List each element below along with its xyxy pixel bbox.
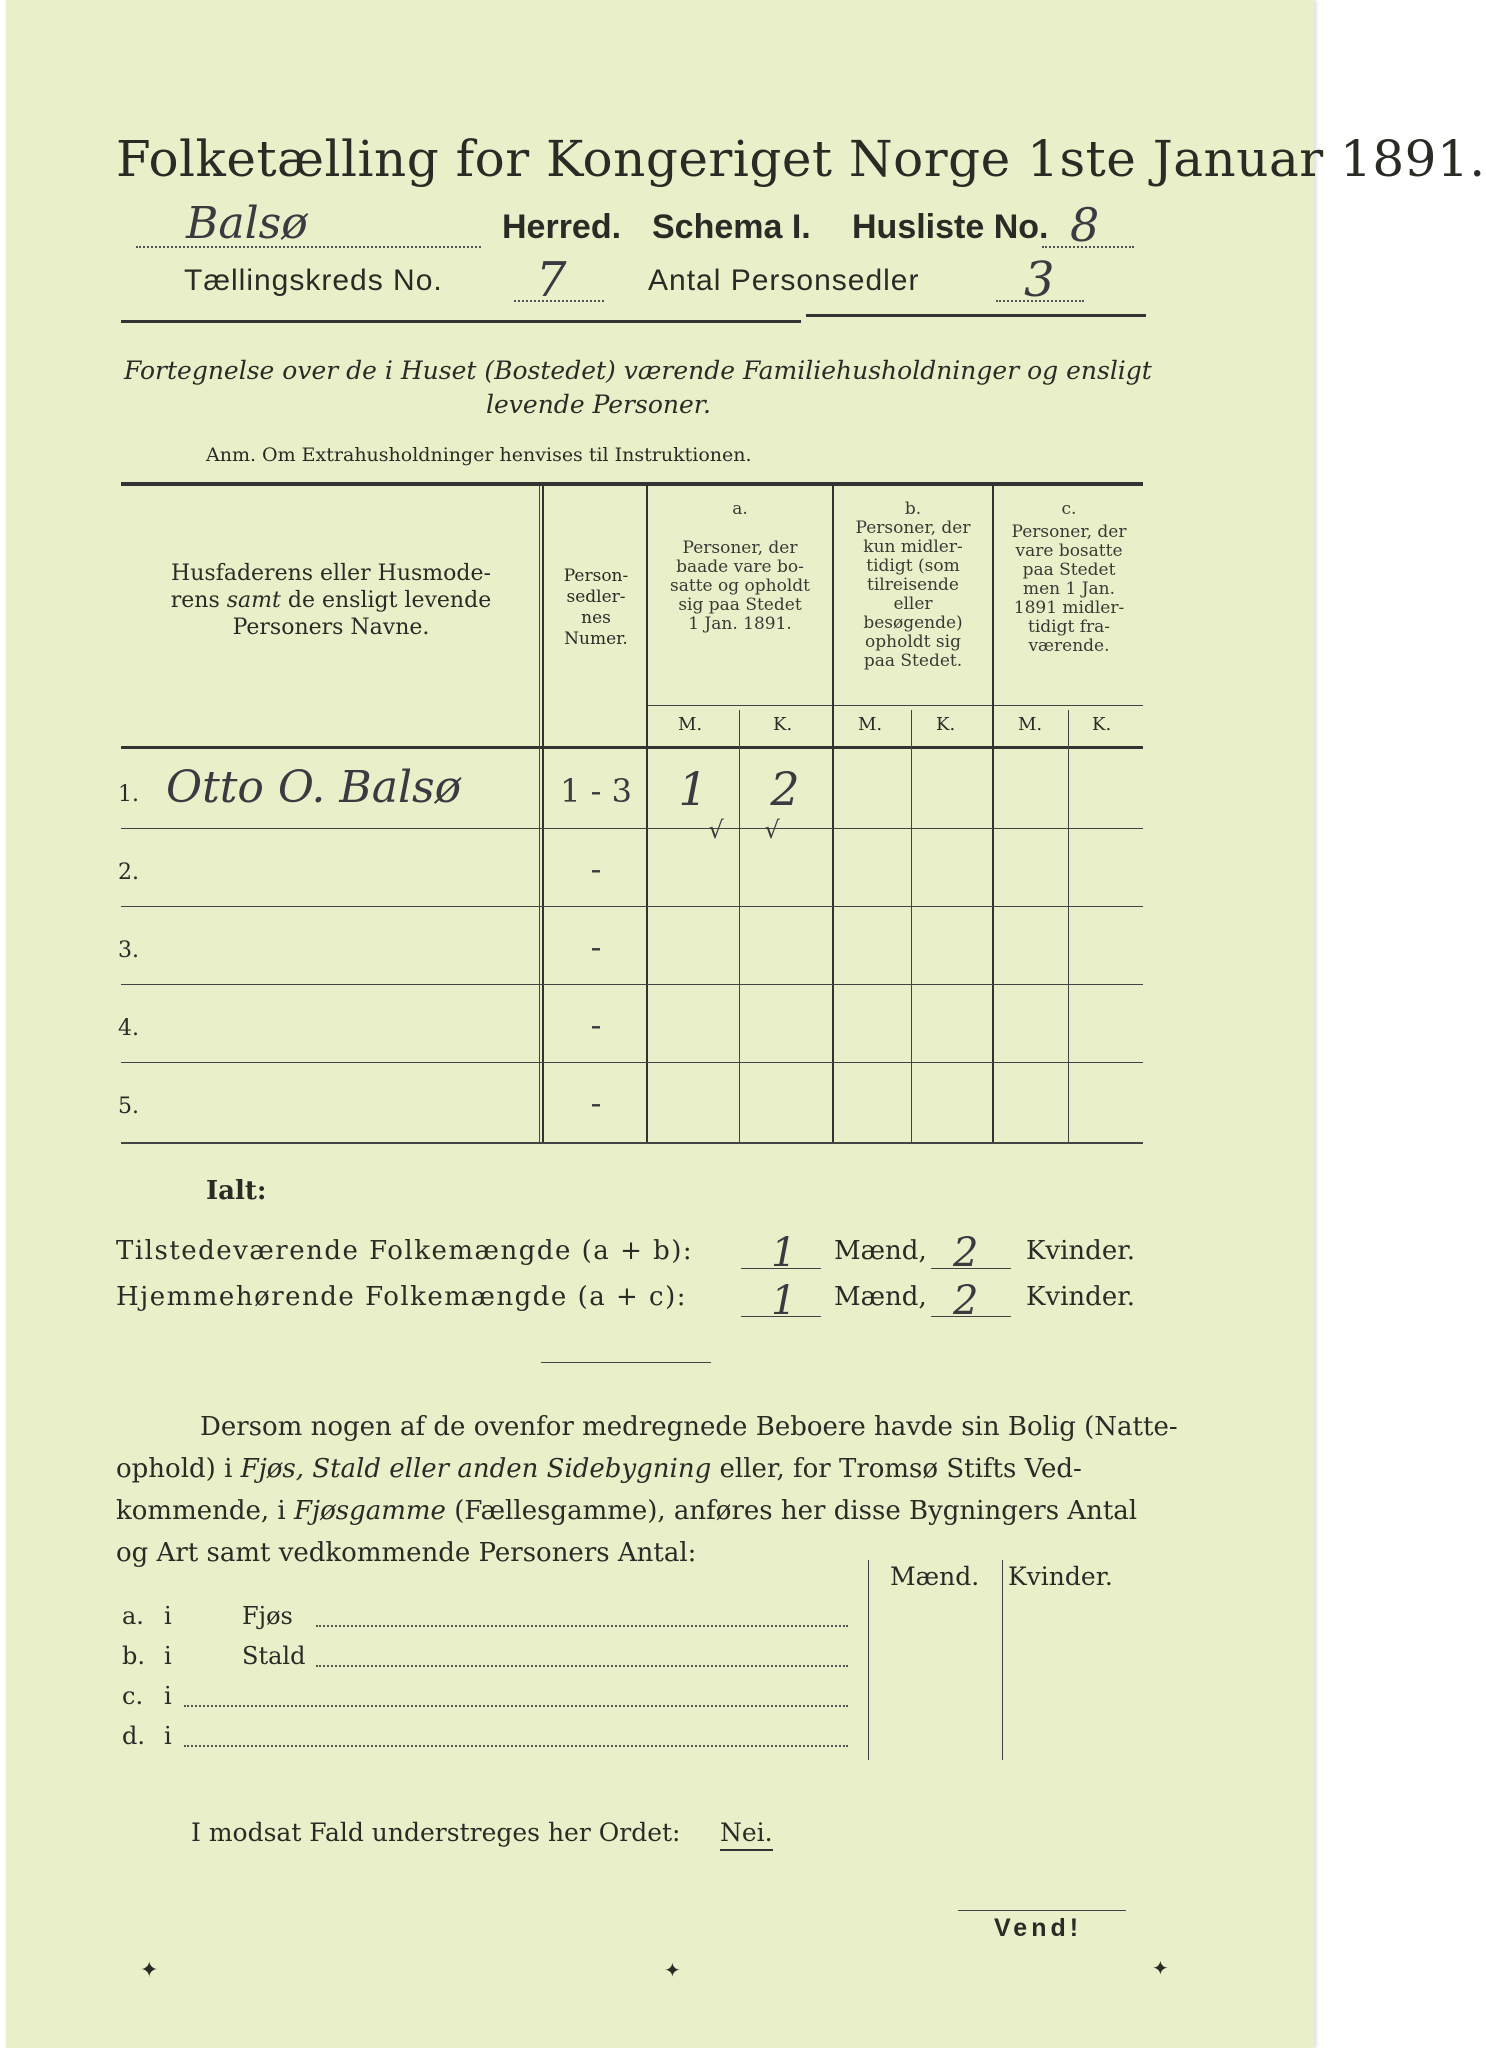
herred-field — [136, 198, 481, 249]
col-b-letter: b. — [904, 499, 922, 519]
col-header-names-line3: Personers Navne. — [232, 615, 430, 640]
divider-b-mk — [911, 710, 912, 1142]
kreds-label: Tællingskreds No. — [184, 264, 443, 297]
tilstede-m-field — [741, 1230, 821, 1276]
building-prep: i — [164, 1642, 172, 1670]
a-k-label: K. — [773, 714, 793, 735]
row-sedler: - — [590, 1084, 602, 1122]
building-divider-2 — [1002, 1560, 1003, 1760]
footer-line-2c: eller, for Tromsø Stifts Ved- — [711, 1454, 1082, 1484]
modsat-text: I modsat Fald understreges her Ordet: — [191, 1818, 681, 1847]
mk-rule — [646, 705, 1143, 706]
footer-line-4: og Art samt vedkommende Personers Antal: — [116, 1538, 697, 1568]
building-dotted-line — [184, 1704, 848, 1707]
kreds-field — [514, 252, 604, 308]
ialt-label: Ialt: — [206, 1176, 267, 1206]
row-number: 2. — [118, 860, 139, 885]
building-prep: i — [164, 1602, 172, 1630]
hjemme-k-field — [931, 1278, 1011, 1324]
personsedler-field — [996, 252, 1084, 308]
personsedler-value: 3 — [1024, 252, 1055, 308]
col-c-text-line: vare bosatte — [1015, 541, 1123, 561]
building-col-kvinder: Kvinder. — [1008, 1562, 1113, 1591]
col-header-number-line4: Numer. — [564, 629, 628, 649]
col-header-number-line3: nes — [581, 608, 611, 628]
divider-c-mk — [1068, 710, 1069, 1142]
row-sedler: - — [590, 928, 602, 966]
footer-line-3 — [116, 1490, 1138, 1532]
col-header-a — [648, 500, 832, 634]
table-bottom-rule — [121, 1142, 1143, 1144]
header-rule-right — [806, 314, 1146, 317]
schema-label: Schema I. — [652, 208, 811, 246]
anm-note: Anm. Om Extrahusholdninger henvises til Instruktionen. — [206, 444, 752, 466]
col-c-text-line: paa Stedet — [1022, 560, 1116, 580]
a-m-label: M. — [678, 714, 703, 735]
footer-paragraph — [116, 1406, 1178, 1574]
col-c-text-line: men 1 Jan. — [1022, 579, 1116, 599]
divider-names — [542, 486, 544, 1142]
building-col-maend: Mænd. — [890, 1562, 980, 1591]
col-header-names-line2a: rens — [170, 588, 227, 613]
totals-line-2 — [116, 1282, 687, 1312]
tilstede-maend: Mænd, — [834, 1236, 927, 1266]
col-header-c — [994, 500, 1144, 656]
col-b-text-line: tilreisende — [866, 575, 959, 595]
personsedler-label: Antal Personsedler — [648, 264, 920, 297]
footer-line-3a: kommende, i — [116, 1496, 294, 1526]
row-number: 3. — [118, 938, 139, 963]
col-c-text-line: 1891 midler- — [1013, 598, 1125, 618]
col-header-names-line2b: samt — [226, 588, 281, 613]
building-letter: b. — [122, 1642, 145, 1670]
building-dotted-line — [184, 1744, 848, 1747]
hjemme-k-value: 2 — [953, 1278, 979, 1324]
corner-mark-right: ✦ — [1152, 1956, 1169, 1980]
col-b-text-line: eller — [893, 594, 933, 614]
col-header-number — [546, 566, 646, 650]
row-divider — [121, 1062, 1143, 1063]
vend-rule — [958, 1910, 1126, 1911]
row-sedler: - — [590, 850, 602, 888]
tilstede-kvinder: Kvinder. — [1026, 1236, 1136, 1266]
b-k-label: K. — [936, 714, 956, 735]
col-b-text-line: Personer, der — [855, 518, 971, 538]
herred-label: Herred. — [502, 208, 622, 246]
col-b-text-line: opholdt sig — [865, 632, 961, 652]
b-m-label: M. — [858, 714, 883, 735]
tilstede-k-value: 2 — [953, 1230, 979, 1276]
tilstede-k-field — [931, 1230, 1011, 1276]
kreds-value: 7 — [536, 252, 567, 308]
vend-label: Vend! — [994, 1914, 1083, 1942]
col-header-names-line1: Husfaderens eller Husmode- — [171, 561, 491, 586]
footer-line-2 — [116, 1448, 1134, 1490]
divider-names-inner — [539, 486, 540, 1142]
col-header-names — [126, 560, 536, 641]
building-letter: a. — [122, 1602, 144, 1630]
col-a-letter: a. — [732, 499, 748, 519]
col-c-text-line: tidigt fra- — [1027, 617, 1110, 637]
building-label: Stald — [242, 1642, 306, 1670]
form-title: Folketælling for Kongeriget Norge 1ste Januar 1891. — [116, 130, 1486, 188]
nei-word: Nei. — [720, 1818, 773, 1851]
hjemme-maend: Mænd, — [834, 1282, 927, 1312]
husliste-label: Husliste No. — [852, 208, 1049, 246]
row-check-m: √ — [708, 816, 724, 844]
table-top-rule — [121, 482, 1143, 486]
row-name: Otto O. Balsø — [166, 762, 462, 813]
footer-line-1: Dersom nogen af de ovenfor medregnede Beboere havde sin Bolig (Natte- — [200, 1412, 1178, 1442]
row-sedler: - — [590, 1006, 602, 1044]
census-form-page — [6, 0, 1486, 2048]
col-c-text-line: Personer, der — [1011, 522, 1127, 542]
row-number: 1. — [118, 782, 139, 807]
row-check-k: √ — [764, 816, 780, 844]
col-header-names-line2c: de ensligt levende — [280, 588, 492, 613]
col-header-b — [834, 500, 992, 671]
col-header-names-line2 — [126, 587, 536, 614]
col-a-text-line: Personer, der — [682, 538, 798, 558]
tilstede-label: Tilstedeværende Folkemængde (a + b): — [116, 1236, 694, 1266]
row-number: 5. — [118, 1094, 139, 1119]
col-a-text-line: sig paa Stedet — [678, 595, 802, 615]
col-a-text-line: baade vare bo- — [676, 557, 804, 577]
col-a-text-line: 1 Jan. 1891. — [688, 614, 792, 634]
col-c-text-line: værende. — [1028, 636, 1110, 656]
building-letter: c. — [122, 1682, 144, 1710]
footer-line-3c: (Fællesgamme), anføres her disse Bygningers Antal — [445, 1496, 1138, 1526]
col-b-text-line: kun midler- — [863, 537, 963, 557]
col-c-letter: c. — [1061, 499, 1077, 519]
row-divider — [121, 984, 1143, 985]
totals-separator — [541, 1362, 711, 1363]
table-header-rule — [121, 746, 1143, 749]
row-number: 4. — [118, 1016, 139, 1041]
col-a-text-line: satte og opholdt — [670, 576, 810, 596]
hjemme-kvinder: Kvinder. — [1026, 1282, 1136, 1312]
herred-value: Balsø — [186, 198, 308, 249]
footer-line-2a: ophold) i — [116, 1454, 241, 1484]
hjemme-m-value: 1 — [771, 1278, 797, 1324]
col-header-number-line2: sedler- — [566, 587, 626, 607]
totals-line-1 — [116, 1236, 693, 1266]
c-k-label: K. — [1092, 714, 1112, 735]
col-b-text-line: tidigt (som — [866, 556, 960, 576]
c-m-label: M. — [1018, 714, 1043, 735]
intro-line-1: Fortegnelse over de i Huset (Bostedet) værende Familiehusholdninger og ensligt — [124, 356, 1152, 385]
col-b-text-line: besøgende) — [863, 613, 963, 633]
header-rule-left — [121, 320, 801, 323]
row-a-k: 2 — [770, 762, 800, 816]
husliste-value: 8 — [1070, 198, 1100, 252]
hjemme-m-field — [741, 1278, 821, 1324]
footer-line-3b: Fjøsgamme — [294, 1496, 446, 1526]
row-sedler: 1 - 3 — [560, 772, 632, 810]
building-prep: i — [164, 1682, 172, 1710]
building-prep: i — [164, 1722, 172, 1750]
building-divider-1 — [868, 1560, 869, 1760]
building-letter: d. — [122, 1722, 145, 1750]
corner-mark-center: ✦ — [664, 1958, 681, 1982]
husliste-field — [1042, 198, 1134, 252]
row-a-m: 1 — [678, 762, 708, 816]
row-divider — [121, 828, 1143, 829]
intro-line-2: levende Personer. — [486, 390, 711, 419]
building-dotted-line — [316, 1624, 848, 1627]
footer-line-2b: Fjøs, Stald eller anden Sidebygning — [240, 1454, 712, 1484]
building-dotted-line — [316, 1664, 848, 1667]
col-header-number-line1: Person- — [563, 566, 629, 586]
tilstede-m-value: 1 — [771, 1230, 797, 1276]
hjemme-label: Hjemmehørende Folkemængde (a + c): — [116, 1282, 687, 1312]
corner-mark-left: ✦ — [140, 1958, 159, 1983]
building-label: Fjøs — [242, 1602, 293, 1630]
row-divider — [121, 906, 1143, 907]
col-b-text-line: paa Stedet. — [863, 651, 963, 671]
